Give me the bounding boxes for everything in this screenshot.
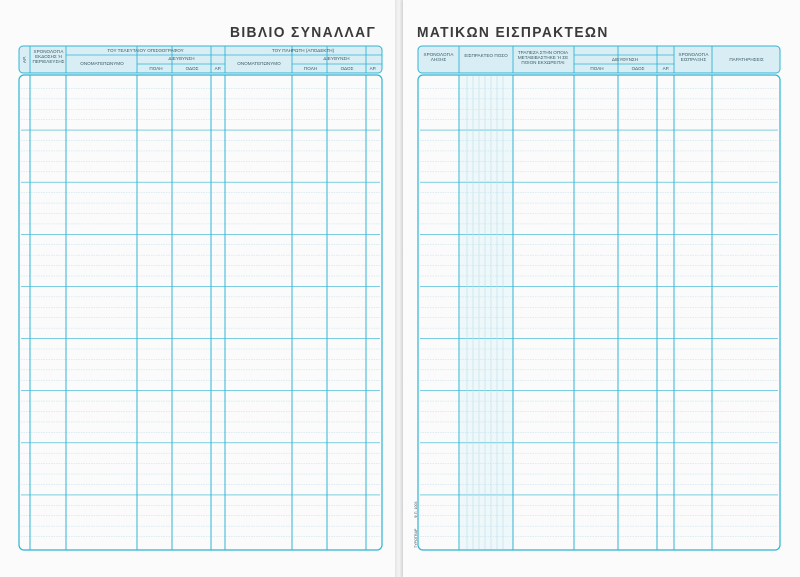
- header-date-due: ΧΡΟΝΟΛΟΓΙΑ ΛΗΞΗΣ: [423, 52, 454, 62]
- header-ar: ΑΡ.: [22, 56, 27, 63]
- header-payer: ΤΟΥ ΠΛΗΡΩΤΗ (ΑΠΟΔΕΚΤΗ): [271, 48, 335, 53]
- footer-code: TYPOTRAP: [414, 528, 418, 548]
- header-street-right: ΟΔΟΣ: [631, 66, 645, 71]
- page-title-left: ΒΙΒΛΙΟ ΣΥΝΑΛΛΑΓ: [230, 24, 377, 41]
- header-date-issue: ΧΡΟΝΟΛΟΓΙΑ ΕΚΔΟΣΗΣ Ή ΠΕΡΙΕΛΕΥΣΗΣ: [32, 49, 65, 64]
- header-bank: ΤΡΑΠΕΖΑ ΣΤΗΝ ΟΠΟΙΑ ΜΕΤΑΒΙΒΑΣΤΗΚΕ Ή ΣΕ ΠΟΙΟΝ ΕΚΧΩΡΕΙΤΑΙ: [517, 50, 569, 65]
- header-amount: ΕΙΣΠΡΑΚΤΕΟ ΠΟΣΟ: [464, 53, 508, 58]
- right-ledger-grid: [403, 0, 800, 577]
- header-name-2: ΟΝΟΜΑΤΕΠΩΝΥΜΟ: [237, 61, 281, 66]
- body-frame: [19, 75, 382, 550]
- header-last-signer: ΤΟΥ ΤΕΛΕΥΤΑΙΟΥ ΟΠΙΣΘΟΓΡΑΦΟΥ: [107, 48, 184, 53]
- book-spine: [395, 0, 403, 577]
- header-address-2: ΔΙΕΥΘΥΝΣΗ: [323, 56, 350, 61]
- header-address-right: ΔΙΕΥΘΥΝΣΗ: [611, 57, 639, 62]
- header-city-1: ΠΟΛΗ: [149, 66, 163, 71]
- header-street-2: ΟΔΟΣ: [340, 66, 354, 71]
- header-city-2: ΠΟΛΗ: [303, 66, 318, 71]
- right-page: [403, 0, 800, 577]
- header-street-1: ΟΔΟΣ: [185, 66, 199, 71]
- header-remarks: ΠΑΡΑΤΗΡΗΣΕΙΣ: [729, 57, 764, 62]
- header-city-right: ΠΟΛΗ: [590, 66, 604, 71]
- header-number-2: ΑΡ.: [369, 66, 377, 71]
- header-name-1: ΟΝΟΜΑΤΕΠΩΝΥΜΟ: [80, 61, 124, 66]
- footer-code-2: Φ.Π. 1003: [414, 501, 418, 518]
- header-number-1: ΑΡ.: [214, 66, 222, 71]
- amount-column-shade: [460, 76, 513, 549]
- header-address-1: ΔΙΕΥΘΥΝΣΗ: [168, 56, 195, 61]
- header-number-right: ΑΡ.: [662, 66, 670, 71]
- page-title-right: ΜΑΤΙΚΩΝ ΕΙΣΠΡΑΚΤΕΩΝ: [417, 24, 609, 41]
- left-ledger-grid: [0, 0, 395, 577]
- header-date-collect: ΧΡΟΝΟΛΟΓΙΑ ΕΙΣΠΡΑΞΗΣ: [678, 52, 709, 62]
- left-page: [0, 0, 395, 577]
